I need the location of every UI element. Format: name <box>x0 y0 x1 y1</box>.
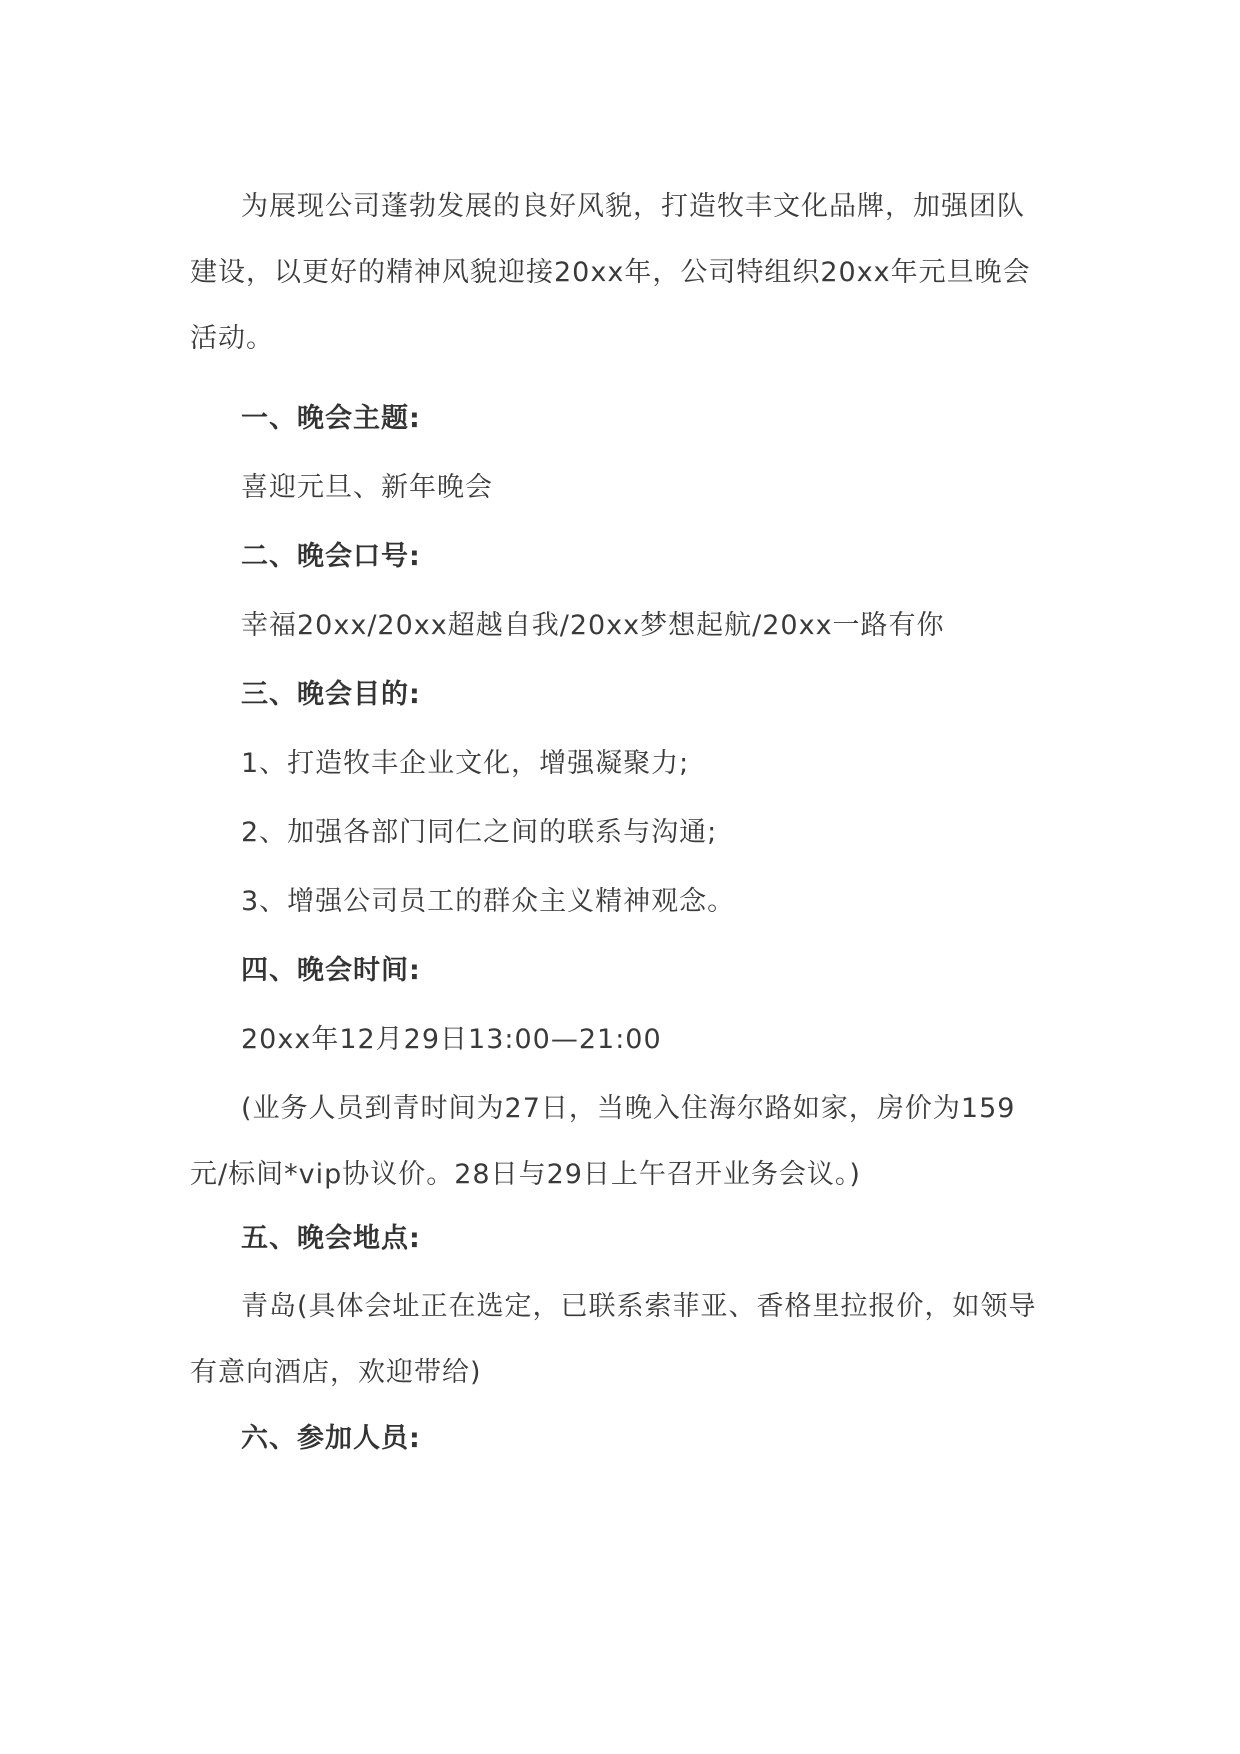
venue-text: 青岛(具体会址正在选定，已联系索菲亚、香格里拉报价，如领导有意向酒店，欢迎带给) <box>190 1291 1037 1388</box>
intro-paragraph: 为展现公司蓬勃发展的良好风貌，打造牧丰文化品牌，加强团队建设，以更好的精神风貌迎接20xx年，公司特组织20xx年元旦晚会活动。 <box>190 191 1031 354</box>
section-heading-participants: 六、参加人员: <box>241 1423 421 1454</box>
time-note: (业务人员到青时间为27日，当晚入住海尔路如家，房价为159元/标间*vip协议价。28日与29日上午召开业务会议。) <box>190 1093 1016 1190</box>
purpose-item: 3、增强公司员工的群众主义精神观念。 <box>241 886 736 917</box>
section-heading-time: 四、晚会时间: <box>241 955 421 986</box>
section-heading-purpose: 三、晚会目的: <box>241 679 421 710</box>
section-heading-slogan: 二、晚会口号: <box>241 541 421 572</box>
time-text: 20xx年12月29日13:00—21:00 <box>241 1024 662 1055</box>
purpose-item: 1、打造牧丰企业文化，增强凝聚力; <box>241 748 690 779</box>
slogan-text: 幸福20xx/20xx超越自我/20xx梦想起航/20xx一路有你 <box>241 610 945 641</box>
section-heading-venue: 五、晚会地点: <box>241 1223 421 1254</box>
purpose-item: 2、加强各部门同仁之间的联系与沟通; <box>241 817 718 848</box>
theme-text: 喜迎元旦、新年晚会 <box>241 472 493 503</box>
section-heading-theme: 一、晚会主题: <box>241 403 421 434</box>
